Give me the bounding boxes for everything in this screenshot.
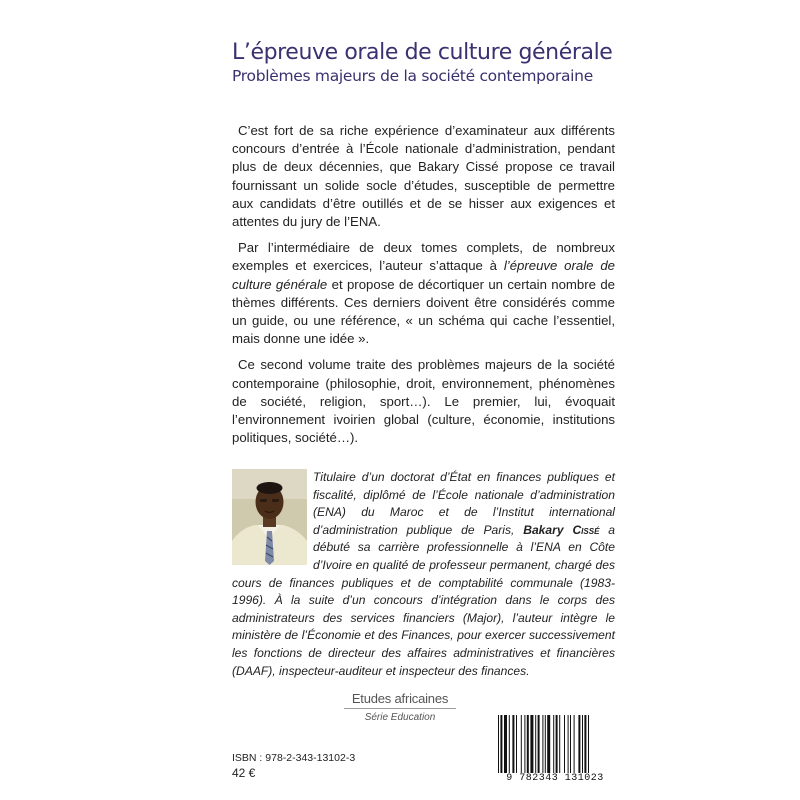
- barcode-bar: [512, 715, 514, 773]
- collection-subseries: Série Education: [364, 712, 436, 723]
- barcode-bar: [527, 715, 529, 773]
- barcode-bar: [564, 715, 565, 773]
- author-first-name: Bakary: [523, 522, 564, 537]
- barcode-bar: [530, 715, 533, 773]
- barcode-bar: [556, 715, 558, 773]
- barcode-bar: [535, 715, 536, 773]
- barcode-bar: [545, 715, 546, 779]
- barcode-bar: [588, 715, 589, 779]
- barcode-bar: [521, 715, 522, 773]
- biography-start: Titulaire d’un doctorat d’État en finances publiques et fiscalité, diplômé de l’École nationale d’administration (ENA) du Maroc et de l’Institut international d’administration publique de Paris,: [313, 470, 615, 537]
- blurb-paragraph-1: C’est fort de sa riche expérience d’examinateur aux différents concours d’entrée à l’École nationale d’administration, pendant plus de deux décennies, que Bakary Cissé propose ce travail fournissant un solide socle d’études, susceptible de permettre aux candidats d’être outillés et de se hisser aux exigences et attentes du jury de l’ENA.: [232, 123, 615, 230]
- collection-info: [300, 690, 500, 723]
- collection-name: Etudes africaines: [344, 691, 456, 709]
- price: 42 €: [232, 766, 256, 780]
- barcode-bar: [500, 715, 502, 779]
- author-portrait-image: [232, 469, 307, 565]
- book-subtitle: Problèmes majeurs de la société contemporaine: [232, 67, 593, 85]
- barcode-bar: [504, 715, 507, 773]
- barcode-bar: [559, 715, 560, 773]
- barcode-bar: [516, 715, 517, 773]
- blurb-paragraph-2-start: Par l’intermédiaire de deux tomes complets, de nombreux exemples et exercices, l’auteur s’attaque à: [232, 240, 615, 274]
- author-section: [232, 469, 615, 680]
- blurb-paragraph-3: Ce second volume traite des problèmes majeurs de la société contemporaine (philosophie, droit, environnement, phénomènes de société, religion, sport…). Le premier, lui, évoquait l’environnement ivoirien global (culture, économie, institutions politiques, société…).: [232, 357, 615, 446]
- barcode-bar: [553, 715, 554, 773]
- barcode-bar: [574, 715, 575, 773]
- barcode-bar: [578, 715, 580, 773]
- blurb: [232, 122, 615, 455]
- isbn: ISBN : 978-2-343-13102-3: [232, 752, 356, 764]
- blurb-paragraph-2: [232, 239, 615, 348]
- author-photo: [232, 469, 307, 565]
- blurb-emphasis: l’épreuve orale de culture générale: [232, 258, 615, 292]
- barcode-bar: [524, 715, 525, 773]
- barcode-bar: [584, 715, 586, 773]
- barcode-bar: [498, 715, 499, 779]
- barcode-bar: [542, 715, 543, 773]
- barcode-bar: [547, 715, 550, 779]
- barcode-bar: [582, 715, 583, 773]
- blurb-paragraph-2-end: et propose de décortiquer un certain nombre de thèmes différents. Ces derniers doivent être considérés comme un guide, ou une référence, « un schéma qui cache l’essentiel, mais donne une idée ».: [232, 276, 615, 347]
- biography-end: a débuté sa carrière professionnelle à l’ENA en Côte d’Ivoire en qualité de professeur permanent, chargé des cours de finances publiques et de comptabilité communale (1983-1996). À la suite d’un concours d’intégration dans le corps des administrateurs des services financiers (Major), l’auteur intègre le ministère de l’Économie et des Finances, pour exercer successivement les fonctions de directeur des affaires administratives et financières (DAAF), inspecteur-auditeur et inspecteur des finances.: [232, 522, 615, 678]
- barcode-bar: [568, 715, 569, 773]
- book-title: L’épreuve orale de culture générale: [232, 40, 613, 65]
- barcode-bar: [570, 715, 571, 773]
- author-last-name: Cissé: [572, 522, 600, 537]
- barcode-number: 9 782343 131023: [494, 773, 616, 784]
- barcode-bar: [538, 715, 540, 773]
- barcode-bar: [509, 715, 510, 773]
